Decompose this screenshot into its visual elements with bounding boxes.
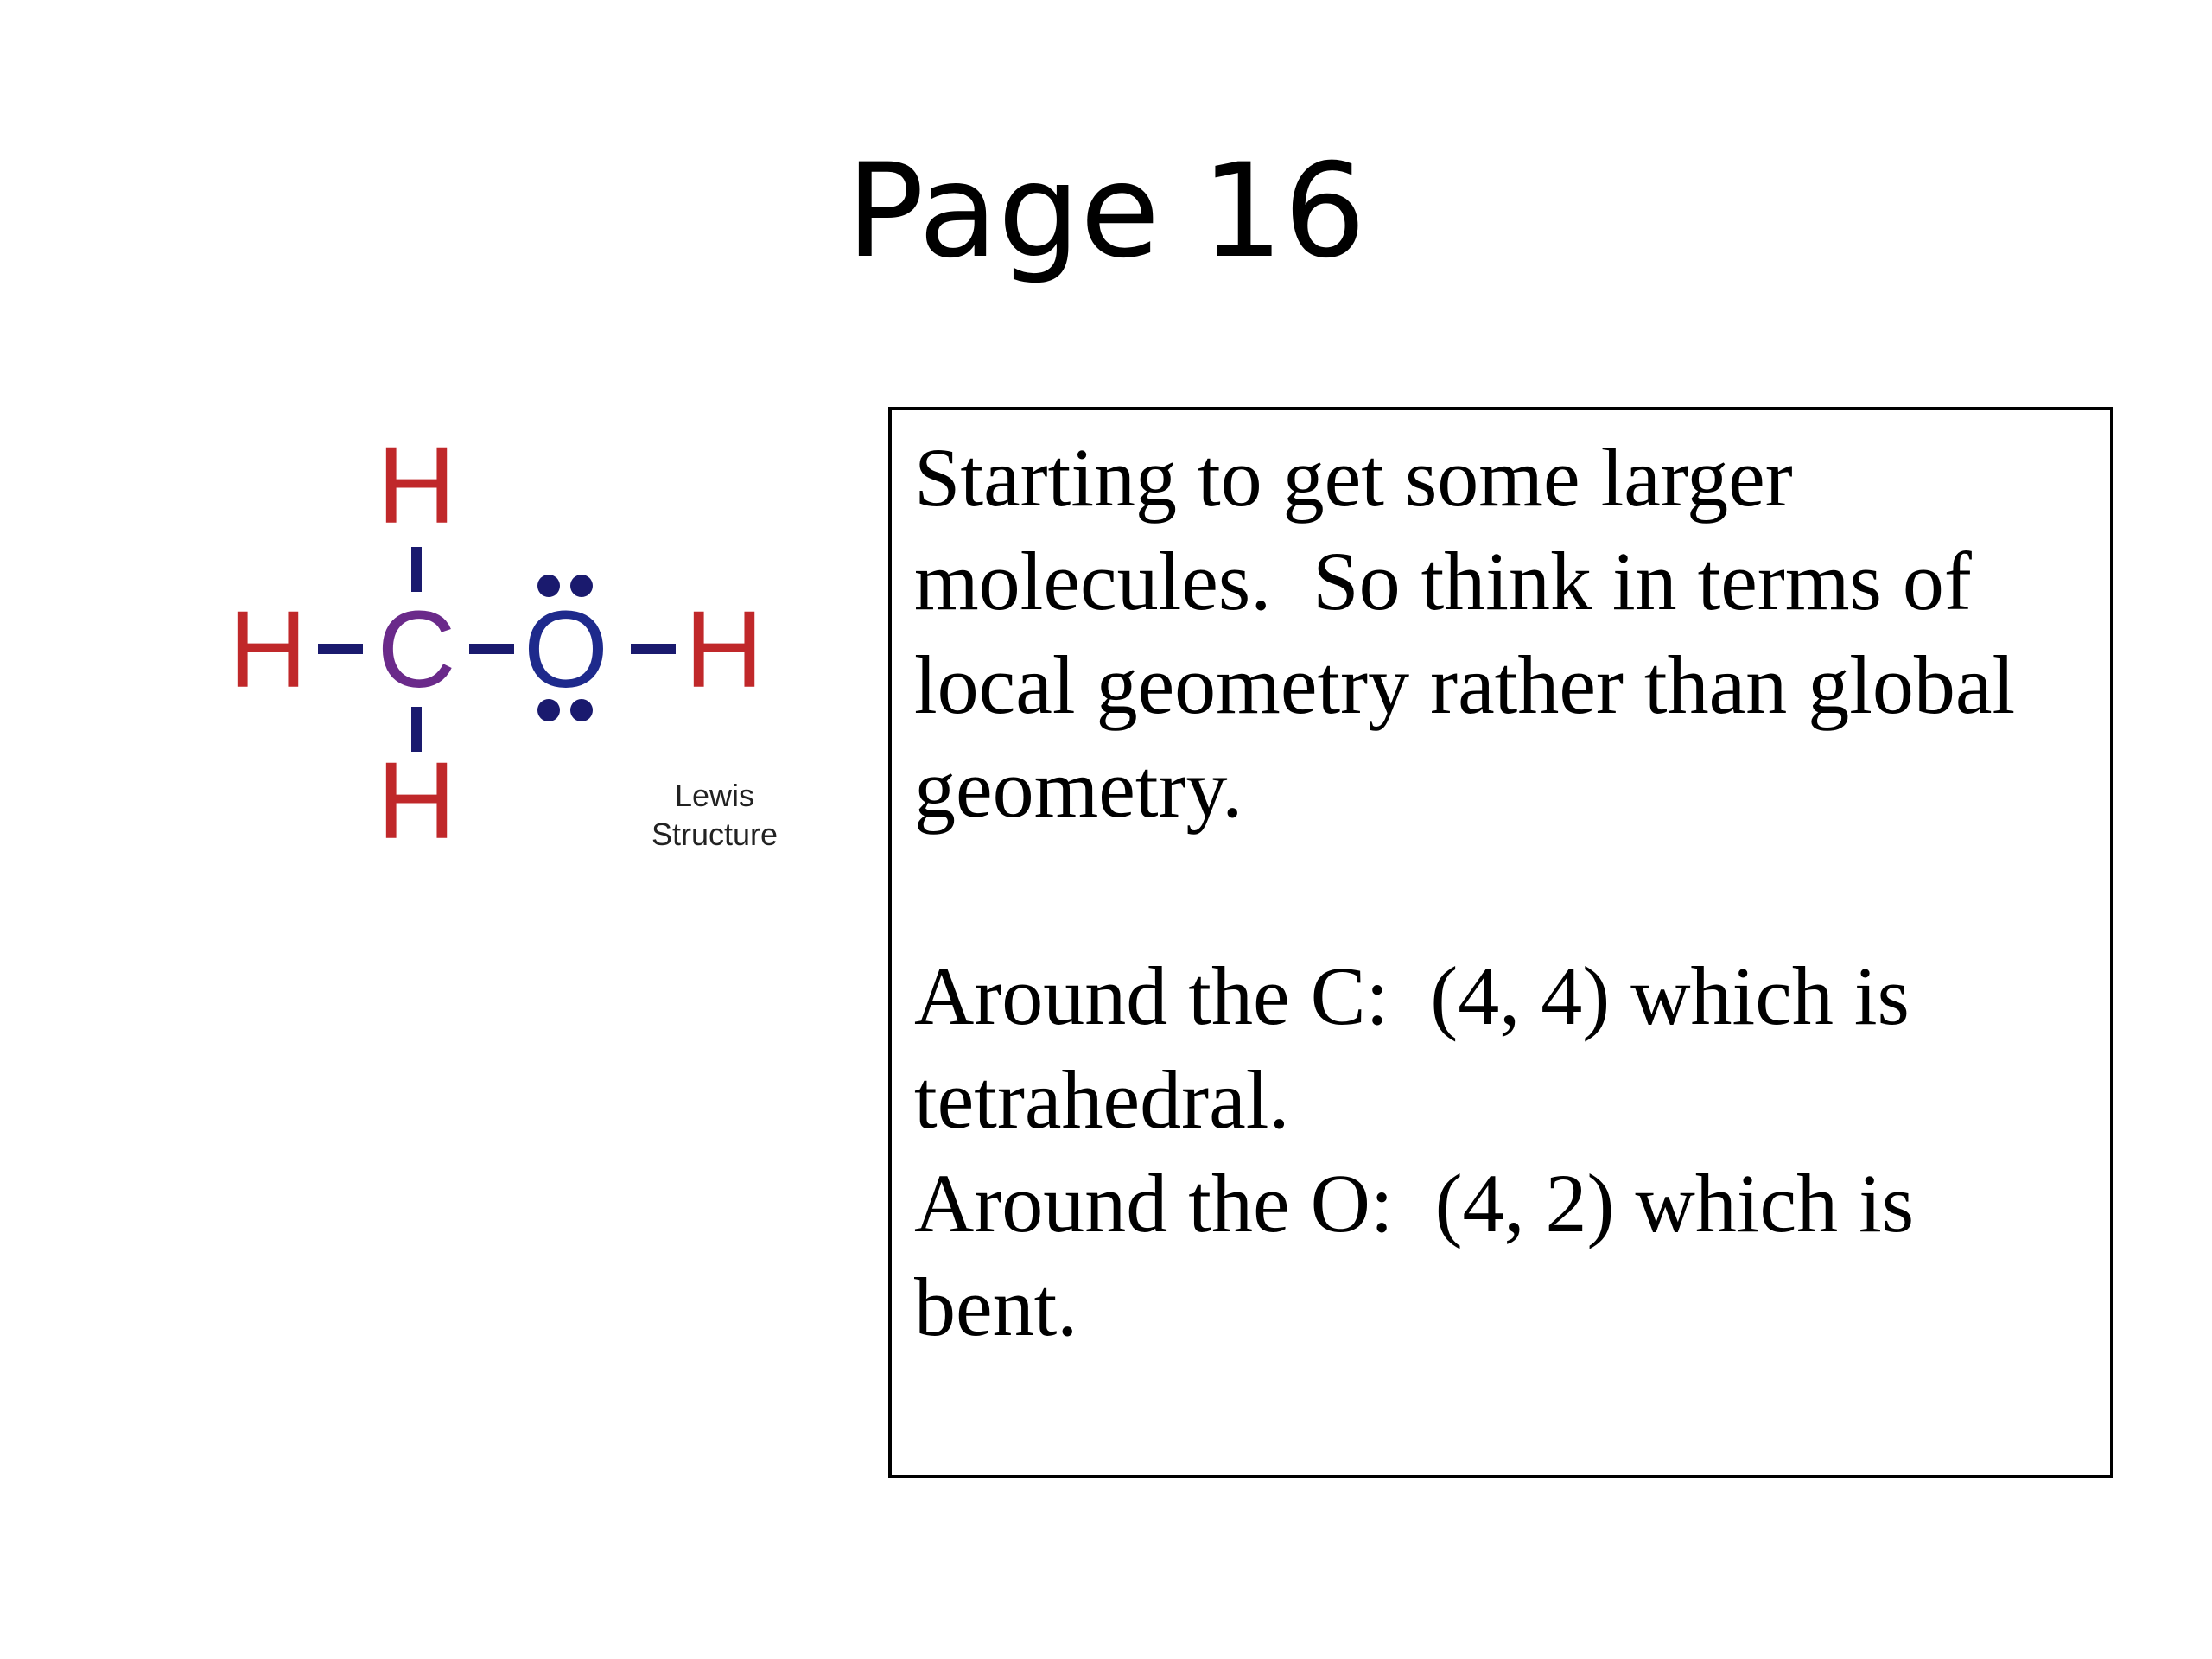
lewis-structure-figure (216, 423, 821, 873)
atom-oxygen: O (523, 588, 609, 710)
intro-paragraph: Starting to get some larger molecules. So think in terms of local geometry rather than global geometry. (914, 431, 2037, 835)
carbon-geometry-line: Around the C: (4, 4) which is tetrahedral. (914, 950, 1930, 1146)
figure-caption-line2: Structure (651, 817, 779, 852)
figure-caption-line1: Lewis (674, 778, 755, 813)
oxygen-geometry-line: Around the O: (4, 2) which is bent. (914, 1157, 1936, 1353)
lewis-structure-diagram (216, 423, 821, 873)
atom-h-right: H (684, 588, 764, 710)
slide-title: Page 16 (846, 137, 1366, 287)
bond-c-h-top (411, 547, 422, 592)
paragraph-spacer (914, 841, 2091, 944)
atom-h-left: H (228, 588, 308, 710)
bond-o-h (631, 644, 676, 654)
bond-h-c-left (318, 644, 363, 654)
explanation-textbox (888, 407, 2113, 1478)
atom-carbon: C (377, 588, 456, 710)
atom-h-top: H (377, 424, 456, 546)
bond-c-o (469, 644, 514, 654)
atom-h-bottom: H (377, 740, 456, 861)
